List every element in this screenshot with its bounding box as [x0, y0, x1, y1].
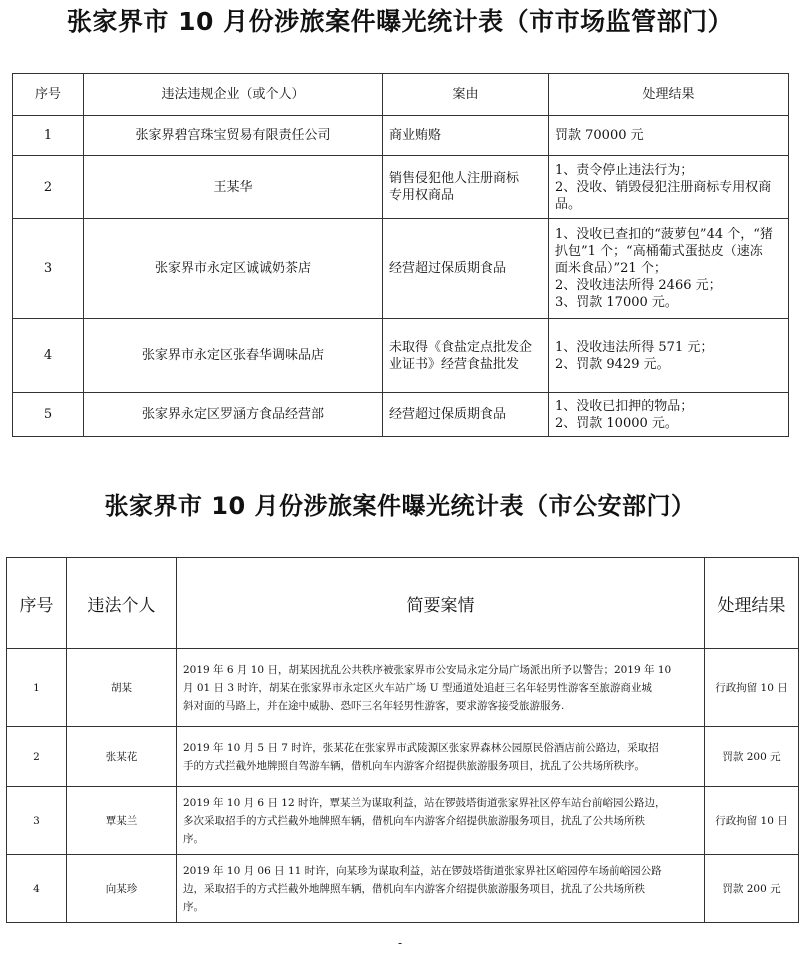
market-supervision-table [12, 73, 789, 437]
table2-header-row [7, 558, 799, 649]
text-line: 未取得《食盐定点批发企 [389, 339, 533, 355]
col-header-facts: 简要案情 [177, 558, 705, 649]
row-cause [383, 156, 549, 219]
text-line: 经营超过保质期食品 [389, 261, 507, 276]
row-facts [177, 649, 705, 727]
text-line: 2、没收、销毁侵犯注册商标专用权商 [555, 179, 772, 195]
table-row [7, 649, 799, 727]
table2-title: 张家界市 10 月份涉旅案件曝光统计表（市公安部门） [104, 492, 696, 520]
row-subject: 王某华 [84, 156, 383, 219]
text-line: 经营超过保质期食品 [389, 407, 507, 422]
row-no: 5 [13, 393, 84, 437]
row-subject: 张家界市永定区张春华调味品店 [84, 319, 383, 393]
row-facts [177, 787, 705, 855]
row-no: 1 [7, 649, 67, 727]
text-line: 多次采取招手的方式拦截外地牌照车辆，借机向车内游客介绍提供旅游服务项目，扰乱了公共场所秩 [183, 814, 645, 827]
text-line: 2019 年 10 月 6 日 12 时许，覃某兰为谋取利益，站在锣鼓塔街道张家界社区停车站台前峪园公路边， [183, 796, 666, 809]
text-line: 1、责令停止违法行为； [555, 162, 694, 178]
col-header-no: 序号 [13, 74, 84, 116]
col-header-no: 序号 [7, 558, 67, 649]
text-line: 2019 年 10 月 06 日 11 时许，向某珍为谋取利益，站在锣鼓塔街道张家界社区峪园停车场前峪园公路 [183, 864, 662, 877]
table-row [13, 116, 789, 156]
row-result [549, 393, 789, 437]
row-facts [177, 727, 705, 787]
text-line: 3、罚款 17000 元。 [555, 295, 678, 310]
text-line: 品。 [555, 196, 582, 212]
row-result: 行政拘留 10 日 [705, 787, 799, 855]
row-cause [383, 319, 549, 393]
row-cause [383, 393, 549, 437]
text-line: 2、没收违法所得 2466 元； [555, 278, 722, 293]
table-row [13, 393, 789, 437]
text-line: 扒包”1 个；“高桶葡式蛋挞皮（速冻 [555, 244, 763, 259]
table1-title: 张家界市 10 月份涉旅案件曝光统计表（市市场监管部门） [66, 7, 734, 36]
row-no: 1 [13, 116, 84, 156]
row-no: 2 [7, 727, 67, 787]
row-person: 张某花 [67, 727, 177, 787]
text-line: 手的方式拦截外地牌照自驾游车辆，借机向车内游客介绍提供旅游服务项目，扰乱了公共场所秩序。 [183, 759, 645, 772]
text-line: 2019 年 10 月 5 日 7 时许，张某花在张家界市武陵源区张家界森林公园原民俗酒店前公路边，采取招 [183, 741, 659, 754]
text-line: 2019 年 6 月 10 日，胡某因扰乱公共秩序被张家界市公安局永定分局广场派出所予以警告；2019 年 10 [183, 663, 672, 676]
table-row [7, 855, 799, 923]
row-facts [177, 855, 705, 923]
row-no: 4 [7, 855, 67, 923]
row-person: 胡某 [67, 649, 177, 727]
table1-header-row [13, 74, 789, 116]
col-header-cause: 案由 [383, 74, 549, 116]
text-line: 序。 [183, 900, 204, 913]
table-row [13, 219, 789, 319]
table-row [13, 156, 789, 219]
row-result: 行政拘留 10 日 [705, 649, 799, 727]
text-line: 1、没收违法所得 571 元； [555, 339, 714, 355]
table-row [7, 787, 799, 855]
text-line: 1、没收已查扣的“菠萝包”44 个，“猪 [555, 227, 773, 242]
row-no: 3 [7, 787, 67, 855]
text-line: 2、罚款 10000 元。 [555, 415, 678, 431]
row-result: 罚款 200 元 [705, 855, 799, 923]
row-result [549, 156, 789, 219]
row-cause [383, 116, 549, 156]
row-result [549, 116, 789, 156]
row-cause [383, 219, 549, 319]
row-person: 向某珍 [67, 855, 177, 923]
text-line: 序。 [183, 832, 204, 845]
col-header-result: 处理结果 [549, 74, 789, 116]
col-header-person: 违法个人 [67, 558, 177, 649]
row-result [549, 319, 789, 393]
col-header-result: 处理结果 [705, 558, 799, 649]
public-security-table [6, 557, 799, 923]
text-line: 斜对面的马路上，并在途中威胁、恐吓三名年轻男性游客，要求游客接受旅游服务. [183, 699, 565, 712]
text-line: 专用权商品 [389, 188, 455, 203]
text-line: 月 01 日 3 时许，胡某在张家界市永定区火车站广场 U 型通道处追赶三名年轻男性游客至旅游商业城 [183, 681, 652, 694]
table-row [7, 727, 799, 787]
row-subject: 张家界市永定区诚诚奶茶店 [84, 219, 383, 319]
text-line: 边，采取招手的方式拦截外地牌照车辆，借机向车内游客介绍提供旅游服务项目，扰乱了公共场所秩 [183, 882, 645, 895]
text-line: 面米食品）”21 个； [555, 261, 667, 276]
row-no: 4 [13, 319, 84, 393]
text-line: 销售侵犯他人注册商标 [389, 171, 520, 186]
table-row [13, 319, 789, 393]
row-person: 覃某兰 [67, 787, 177, 855]
page-footer-mark: - [398, 936, 403, 950]
text-line: 业证书》经营食盐批发 [389, 356, 520, 372]
row-no: 3 [13, 219, 84, 319]
col-header-subject: 违法违规企业（或个人） [84, 74, 383, 116]
row-no: 2 [13, 156, 84, 219]
row-subject: 张家界碧宫珠宝贸易有限责任公司 [84, 116, 383, 156]
row-result: 罚款 200 元 [705, 727, 799, 787]
text-line: 商业贿赂 [389, 128, 442, 143]
text-line: 罚款 70000 元 [555, 128, 644, 143]
row-result [549, 219, 789, 319]
row-subject: 张家界永定区罗涵方食品经营部 [84, 393, 383, 437]
text-line: 2、罚款 9429 元。 [555, 356, 670, 372]
text-line: 1、没收已扣押的物品； [555, 398, 694, 414]
